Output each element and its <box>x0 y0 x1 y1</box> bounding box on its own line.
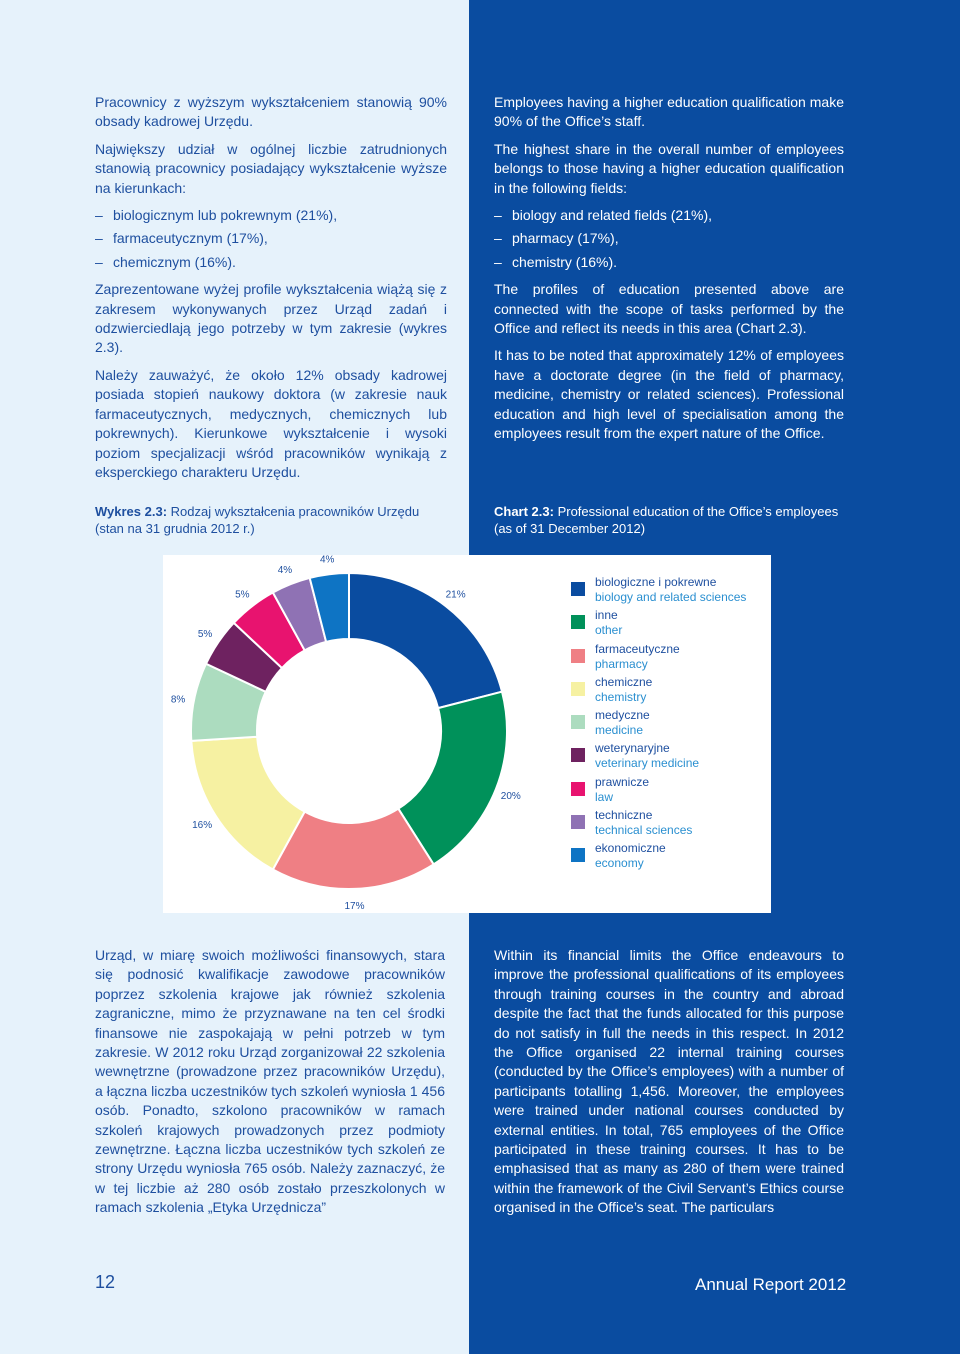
legend-label-polish: medyczne <box>595 708 650 723</box>
legend-label-english: other <box>595 623 623 638</box>
caption-text: Rodzaj wykształcenia pracowników Urzędu (stan na 31 grudnia 2012 r.) <box>95 504 420 536</box>
slice-percent-label: 16% <box>192 820 213 832</box>
slice-percent-label: 4% <box>277 565 293 577</box>
paragraph: It has to be noted that approximately 12% of employees have a doctorate degree (in the field of pharmacy, medicine, chemistry or related sciences). Professional education and high level of specialisation among the employees result from the expert nature of the Office. <box>494 347 844 442</box>
legend-item <box>571 841 771 874</box>
paragraph: Zaprezentowane wyżej profile wykształcenia wiążą się z zakresem wykonywanych przez Urząd zadań i odzwierciedlają jego potrzeby w tym zakresie (wykres 2.3). <box>95 281 447 356</box>
legend-swatch <box>571 682 585 696</box>
report-title: Annual Report 2012 <box>695 1275 847 1294</box>
caption-text: Professional education of the Office’s employees (as of 31 December 2012) <box>494 504 839 536</box>
legend-label-polish: inne <box>595 608 618 623</box>
slice-percent-label: 21% <box>445 589 466 601</box>
list-item: – biology and related fields (21%), <box>494 206 844 225</box>
legend-item <box>571 741 771 774</box>
legend-label-english: medicine <box>595 723 644 738</box>
slice-percent-label: 8% <box>170 694 186 706</box>
legend-item <box>571 642 771 675</box>
legend-label-english: law <box>595 789 614 804</box>
legend-label-polish: prawnicze <box>595 774 650 789</box>
legend-swatch <box>571 782 585 796</box>
slice-percent-label: 4% <box>319 555 335 566</box>
paragraph: The highest share in the overall number of employees belongs to those having a higher education qualification in the following fields: <box>494 140 844 196</box>
legend-item <box>571 575 771 608</box>
legend-label-polish: weterynaryjne <box>595 741 670 756</box>
slice-percent-label: 20% <box>500 791 521 803</box>
legend-swatch <box>571 615 585 629</box>
chart-caption-english <box>494 503 846 537</box>
legend-label-polish: techniczne <box>595 808 653 823</box>
list-item: – biologicznym lub pokrewnym (21%), <box>95 206 447 225</box>
list-item: – chemicznym (16%). <box>95 253 447 272</box>
legend-label-english: technical sciences <box>595 823 693 838</box>
legend-label-polish: biologiczne i pokrewne <box>595 575 717 589</box>
legend-swatch <box>571 815 585 829</box>
page-number: 12 <box>95 1272 116 1292</box>
legend-swatch <box>571 848 585 862</box>
slice-percent-label: 17% <box>344 900 365 912</box>
legend-swatch <box>571 748 585 762</box>
chart-panel <box>163 555 771 913</box>
chart-legend <box>571 575 771 875</box>
legend-swatch <box>571 649 585 663</box>
list-item: – pharmacy (17%), <box>494 229 844 248</box>
caption-label: Wykres 2.3: <box>95 504 168 519</box>
chart-caption-polish <box>95 503 445 537</box>
legend-label-english: veterinary medicine <box>595 756 700 771</box>
legend-item <box>571 675 771 708</box>
legend-item <box>571 808 771 841</box>
english-text-top <box>494 93 844 452</box>
paragraph: The profiles of education presented above are connected with the scope of tasks performed by the Office and reflect its needs in this area (Chart 2.3). <box>494 281 844 337</box>
legend-label-polish: chemiczne <box>595 674 653 689</box>
list <box>494 206 844 272</box>
polish-text-bottom <box>95 946 445 1226</box>
legend-swatch <box>571 582 585 596</box>
paragraph: Urząd, w miarę swoich możliwości finansowych, stara się podnosić kwalifikacje zawodowe pracowników poprzez szkolenia krajowe jak również szkolenia zagraniczne, mimo że przyznawane na ten cel środki finansowe nie zaspokajają w pełni potrzeb w tym zakresie. W 2012 roku Urząd zorganizował 22 szkolenia wewnętrzne (prowadzone przez pracowników Urzędu), a łączna liczba uczestników tych szkoleń wyniosła 1 456 osób. Ponadto, szkolono pracowników w ramach szkoleń krajowych prowadzonych przez podmioty zewnętrzne. Łączna liczba uczestników tych szkoleń ze strony Urzędu wyniosła 765 osób. Należy zaznaczyć, że w tej liczbie aż 280 osób zostało przeszkolonych w ramach szkolenia „Etyka Urzędnicza” <box>95 947 445 1216</box>
legend-label-english: economy <box>595 856 644 871</box>
polish-text-top <box>95 93 447 490</box>
legend-swatch <box>571 715 585 729</box>
legend-item <box>571 775 771 808</box>
paragraph: Within its financial limits the Office endeavours to improve the professional qualifications of its employees through training courses in the country and abroad despite the fact that the funds allocated for this purpose do not satisfy in full the needs in this respect. In 2012 the Office organised 22 internal training courses (conducted by the Office’s employees) with a number of participants totalling 1,456. Moreover, the employees were trained under national courses conducted by external entities. In total, 765 employees of the Office participated in these training courses. It has to be emphasised that as many as 280 of them were trained within the framework of the Civil Servant’s Ethics course organised in the Office’s seat. The particulars <box>494 947 844 1216</box>
paragraph: Największy udział w ogólnej liczbie zatrudnionych stanowią pracownicy posiadający wykształcenie wyższe na kierunkach: <box>95 140 447 196</box>
caption-label: Chart 2.3: <box>494 504 554 519</box>
paragraph: Należy zauważyć, że około 12% obsady kadrowej posiada stopień naukowy doktora (w zakresie nauk farmaceutycznych, medycznych, chemicznych lub pokrewnych). Kierunkowe wykształcenie i wysoki poziom specjalizacji wśród pracowników wynikają z eksperckiego charakteru Urzędu. <box>95 366 447 480</box>
list <box>95 206 447 272</box>
paragraph: Pracownicy z wyższym wykształceniem stanowią 90% obsady kadrowej Urzędu. <box>95 94 447 130</box>
legend-item <box>571 708 771 741</box>
donut-slice-biology-and-related-sciences <box>349 573 502 708</box>
legend-label-polish: farmaceutyczne <box>595 641 680 656</box>
legend-label-english: biology and related sciences <box>595 590 747 604</box>
slice-percent-label: 5% <box>235 589 250 601</box>
paragraph: Employees having a higher education qualification make 90% of the Office’s staff. <box>494 94 844 130</box>
legend-label-polish: ekonomiczne <box>595 841 666 856</box>
slice-percent-label: 5% <box>197 629 213 641</box>
legend-label-english: pharmacy <box>595 656 648 671</box>
legend-item <box>571 608 771 641</box>
list-item: – chemistry (16%). <box>494 253 844 272</box>
legend-label-english: chemistry <box>595 689 647 704</box>
list-item: – farmaceutycznym (17%), <box>95 229 447 248</box>
english-text-bottom <box>494 946 844 1226</box>
